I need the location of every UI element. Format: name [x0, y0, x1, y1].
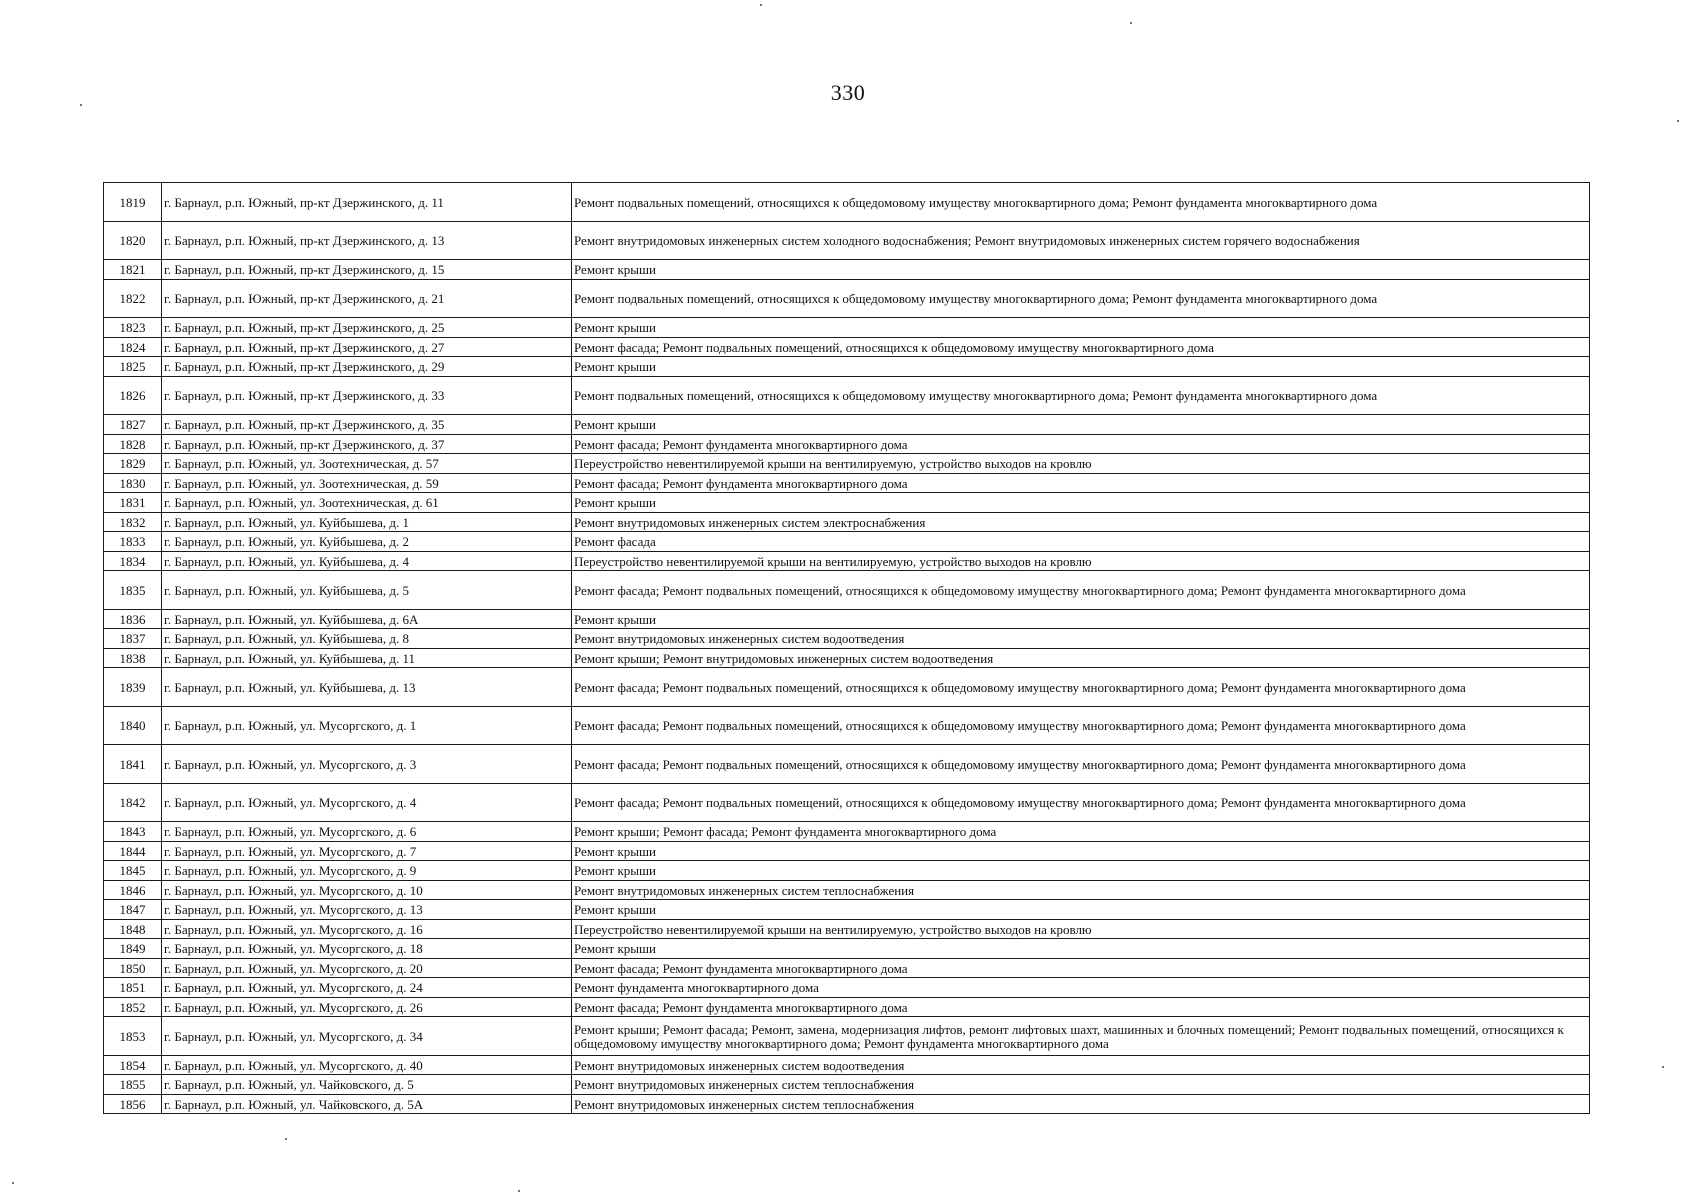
repair-works: Ремонт внутридомовых инженерных систем водоотведения [572, 1055, 1590, 1075]
table-row [104, 629, 1590, 649]
table-row [104, 1094, 1590, 1114]
row-number: 1844 [104, 841, 162, 861]
house-address: г. Барнаул, р.п. Южный, пр-кт Дзержинского, д. 15 [162, 260, 572, 280]
house-address: г. Барнаул, р.п. Южный, ул. Мусоргского, д. 6 [162, 822, 572, 842]
table-row [104, 376, 1590, 415]
repair-works: Ремонт крыши [572, 900, 1590, 920]
house-address: г. Барнаул, р.п. Южный, ул. Мусоргского, д. 34 [162, 1017, 572, 1056]
house-address: г. Барнаул, р.п. Южный, ул. Зоотехническая, д. 57 [162, 454, 572, 474]
repair-works: Ремонт крыши [572, 939, 1590, 959]
house-address: г. Барнаул, р.п. Южный, пр-кт Дзержинского, д. 21 [162, 279, 572, 318]
row-number: 1822 [104, 279, 162, 318]
table-row [104, 571, 1590, 610]
repair-works: Ремонт фасада; Ремонт подвальных помещений, относящихся к общедомовому имуществу многоквартирного дома; Ремонт фундамента многоквартирного дома [572, 783, 1590, 822]
table-row [104, 958, 1590, 978]
table-row [104, 841, 1590, 861]
row-number: 1832 [104, 512, 162, 532]
table-row [104, 745, 1590, 784]
table-row [104, 609, 1590, 629]
table-row [104, 1055, 1590, 1075]
row-number: 1830 [104, 473, 162, 493]
row-number: 1845 [104, 861, 162, 881]
house-address: г. Барнаул, р.п. Южный, ул. Куйбышева, д. 1 [162, 512, 572, 532]
house-address: г. Барнаул, р.п. Южный, пр-кт Дзержинского, д. 25 [162, 318, 572, 338]
house-address: г. Барнаул, р.п. Южный, ул. Зоотехническая, д. 61 [162, 493, 572, 513]
row-number: 1833 [104, 532, 162, 552]
row-number: 1837 [104, 629, 162, 649]
row-number: 1854 [104, 1055, 162, 1075]
house-address: г. Барнаул, р.п. Южный, пр-кт Дзержинского, д. 33 [162, 376, 572, 415]
repair-works: Ремонт фасада; Ремонт подвальных помещений, относящихся к общедомовому имуществу многоквартирного дома; Ремонт фундамента многоквартирного дома [572, 745, 1590, 784]
repair-works: Ремонт крыши [572, 415, 1590, 435]
scan-speck [1662, 1066, 1664, 1068]
row-number: 1847 [104, 900, 162, 920]
house-address: г. Барнаул, р.п. Южный, ул. Мусоргского, д. 10 [162, 880, 572, 900]
house-address: г. Барнаул, р.п. Южный, пр-кт Дзержинского, д. 37 [162, 434, 572, 454]
house-address: г. Барнаул, р.п. Южный, ул. Мусоргского, д. 40 [162, 1055, 572, 1075]
house-address: г. Барнаул, р.п. Южный, ул. Мусоргского, д. 1 [162, 706, 572, 745]
table-row [104, 415, 1590, 435]
repair-works: Переустройство невентилируемой крыши на вентилируемую, устройство выходов на кровлю [572, 551, 1590, 571]
repair-works: Ремонт внутридомовых инженерных систем электроснабжения [572, 512, 1590, 532]
table-row [104, 532, 1590, 552]
repair-works: Ремонт фасада; Ремонт подвальных помещений, относящихся к общедомовому имуществу многоквартирного дома; Ремонт фундамента многоквартирного дома [572, 706, 1590, 745]
row-number: 1824 [104, 337, 162, 357]
repair-works: Ремонт фасада; Ремонт подвальных помещений, относящихся к общедомовому имуществу многоквартирного дома; Ремонт фундамента многоквартирного дома [572, 668, 1590, 707]
row-number: 1855 [104, 1075, 162, 1095]
table-row [104, 997, 1590, 1017]
repair-works: Ремонт подвальных помещений, относящихся к общедомовому имуществу многоквартирного дома; Ремонт фундамента многоквартирного дома [572, 183, 1590, 222]
table-row [104, 978, 1590, 998]
house-address: г. Барнаул, р.п. Южный, ул. Мусоргского, д. 13 [162, 900, 572, 920]
table-row [104, 473, 1590, 493]
house-address: г. Барнаул, р.п. Южный, пр-кт Дзержинского, д. 27 [162, 337, 572, 357]
row-number: 1821 [104, 260, 162, 280]
scan-speck [1130, 22, 1132, 24]
row-number: 1840 [104, 706, 162, 745]
table-row [104, 434, 1590, 454]
table-row [104, 512, 1590, 532]
scan-speck [12, 1182, 14, 1184]
repair-works: Ремонт внутридомовых инженерных систем теплоснабжения [572, 1075, 1590, 1095]
house-address: г. Барнаул, р.п. Южный, ул. Мусоргского, д. 24 [162, 978, 572, 998]
repair-works: Ремонт крыши [572, 861, 1590, 881]
table-row [104, 648, 1590, 668]
scan-speck [1677, 120, 1679, 122]
house-address: г. Барнаул, р.п. Южный, ул. Мусоргского, д. 4 [162, 783, 572, 822]
house-address: г. Барнаул, р.п. Южный, ул. Куйбышева, д. 5 [162, 571, 572, 610]
table-row [104, 900, 1590, 920]
table-row [104, 493, 1590, 513]
table-row [104, 337, 1590, 357]
table-row [104, 1017, 1590, 1056]
repair-works: Ремонт фасада; Ремонт подвальных помещений, относящихся к общедомовому имуществу многоквартирного дома; Ремонт фундамента многоквартирного дома [572, 571, 1590, 610]
repair-works: Ремонт фундамента многоквартирного дома [572, 978, 1590, 998]
table-row [104, 279, 1590, 318]
table-row [104, 221, 1590, 260]
repair-works: Ремонт внутридомовых инженерных систем теплоснабжения [572, 1094, 1590, 1114]
row-number: 1849 [104, 939, 162, 959]
house-address: г. Барнаул, р.п. Южный, ул. Мусоргского, д. 20 [162, 958, 572, 978]
row-number: 1850 [104, 958, 162, 978]
scan-speck [760, 4, 762, 6]
table-row [104, 183, 1590, 222]
row-number: 1836 [104, 609, 162, 629]
repair-works: Ремонт фасада; Ремонт фундамента многоквартирного дома [572, 434, 1590, 454]
scan-speck [285, 1138, 287, 1140]
table-row [104, 318, 1590, 338]
house-address: г. Барнаул, р.п. Южный, ул. Чайковского, д. 5А [162, 1094, 572, 1114]
house-address: г. Барнаул, р.п. Южный, пр-кт Дзержинского, д. 13 [162, 221, 572, 260]
house-address: г. Барнаул, р.п. Южный, ул. Мусоргского, д. 16 [162, 919, 572, 939]
house-address: г. Барнаул, р.п. Южный, ул. Мусоргского, д. 9 [162, 861, 572, 881]
table-row [104, 880, 1590, 900]
row-number: 1851 [104, 978, 162, 998]
house-address: г. Барнаул, р.п. Южный, пр-кт Дзержинского, д. 11 [162, 183, 572, 222]
repair-works: Ремонт крыши; Ремонт внутридомовых инженерных систем водоотведения [572, 648, 1590, 668]
house-address: г. Барнаул, р.п. Южный, ул. Куйбышева, д. 4 [162, 551, 572, 571]
house-address: г. Барнаул, р.п. Южный, ул. Мусоргского, д. 18 [162, 939, 572, 959]
table-row [104, 939, 1590, 959]
repair-works: Ремонт фасада; Ремонт подвальных помещений, относящихся к общедомовому имуществу многоквартирного дома [572, 337, 1590, 357]
table-row [104, 454, 1590, 474]
table-row [104, 551, 1590, 571]
repair-works: Ремонт фасада; Ремонт фундамента многоквартирного дома [572, 997, 1590, 1017]
row-number: 1825 [104, 357, 162, 377]
repair-works: Ремонт крыши [572, 318, 1590, 338]
row-number: 1829 [104, 454, 162, 474]
table-row [104, 783, 1590, 822]
table-row [104, 822, 1590, 842]
house-address: г. Барнаул, р.п. Южный, ул. Куйбышева, д. 2 [162, 532, 572, 552]
row-number: 1823 [104, 318, 162, 338]
house-address: г. Барнаул, р.п. Южный, пр-кт Дзержинского, д. 29 [162, 357, 572, 377]
row-number: 1835 [104, 571, 162, 610]
table-row [104, 706, 1590, 745]
row-number: 1828 [104, 434, 162, 454]
repair-works: Ремонт внутридомовых инженерных систем холодного водоснабжения; Ремонт внутридомовых инженерных систем горячего водоснабжения [572, 221, 1590, 260]
repair-works: Ремонт крыши [572, 357, 1590, 377]
row-number: 1852 [104, 997, 162, 1017]
repair-works: Переустройство невентилируемой крыши на вентилируемую, устройство выходов на кровлю [572, 454, 1590, 474]
repair-works: Ремонт крыши; Ремонт фасада; Ремонт, замена, модернизация лифтов, ремонт лифтовых шахт, машинных и блочных помещений; Ремонт подвальных помещений, относящихся к общедомовому имуществу многоквартирного дома; Ремонт фундамента многоквартирного дома [572, 1017, 1590, 1056]
row-number: 1856 [104, 1094, 162, 1114]
house-address: г. Барнаул, р.п. Южный, ул. Куйбышева, д. 13 [162, 668, 572, 707]
repair-works: Ремонт фасада [572, 532, 1590, 552]
repair-works: Ремонт крыши [572, 260, 1590, 280]
repair-works: Ремонт фасада; Ремонт фундамента многоквартирного дома [572, 958, 1590, 978]
house-address: г. Барнаул, р.п. Южный, ул. Куйбышева, д. 6А [162, 609, 572, 629]
table-row [104, 919, 1590, 939]
row-number: 1834 [104, 551, 162, 571]
row-number: 1853 [104, 1017, 162, 1056]
house-address: г. Барнаул, р.п. Южный, ул. Куйбышева, д. 8 [162, 629, 572, 649]
repair-works: Ремонт крыши; Ремонт фасада; Ремонт фундамента многоквартирного дома [572, 822, 1590, 842]
row-number: 1848 [104, 919, 162, 939]
row-number: 1842 [104, 783, 162, 822]
row-number: 1838 [104, 648, 162, 668]
house-address: г. Барнаул, р.п. Южный, ул. Зоотехническая, д. 59 [162, 473, 572, 493]
house-address: г. Барнаул, р.п. Южный, ул. Чайковского, д. 5 [162, 1075, 572, 1095]
row-number: 1820 [104, 221, 162, 260]
table-row [104, 357, 1590, 377]
repair-works: Ремонт фасада; Ремонт фундамента многоквартирного дома [572, 473, 1590, 493]
repair-works: Ремонт подвальных помещений, относящихся к общедомовому имуществу многоквартирного дома; Ремонт фундамента многоквартирного дома [572, 376, 1590, 415]
house-address: г. Барнаул, р.п. Южный, ул. Мусоргского, д. 7 [162, 841, 572, 861]
row-number: 1827 [104, 415, 162, 435]
table-body [104, 183, 1590, 1114]
table-row [104, 668, 1590, 707]
repair-works: Ремонт крыши [572, 609, 1590, 629]
repair-works: Ремонт крыши [572, 493, 1590, 513]
scan-speck [80, 104, 82, 106]
repair-works-table [103, 182, 1590, 1114]
row-number: 1839 [104, 668, 162, 707]
row-number: 1843 [104, 822, 162, 842]
house-address: г. Барнаул, р.п. Южный, пр-кт Дзержинского, д. 35 [162, 415, 572, 435]
repair-works: Ремонт подвальных помещений, относящихся к общедомовому имуществу многоквартирного дома; Ремонт фундамента многоквартирного дома [572, 279, 1590, 318]
row-number: 1826 [104, 376, 162, 415]
repair-works: Ремонт внутридомовых инженерных систем водоотведения [572, 629, 1590, 649]
repair-works: Переустройство невентилируемой крыши на вентилируемую, устройство выходов на кровлю [572, 919, 1590, 939]
row-number: 1819 [104, 183, 162, 222]
scan-speck [518, 1190, 520, 1192]
repair-works: Ремонт крыши [572, 841, 1590, 861]
house-address: г. Барнаул, р.п. Южный, ул. Куйбышева, д. 11 [162, 648, 572, 668]
row-number: 1841 [104, 745, 162, 784]
page-number: 330 [830, 80, 866, 105]
row-number: 1831 [104, 493, 162, 513]
house-address: г. Барнаул, р.п. Южный, ул. Мусоргского, д. 3 [162, 745, 572, 784]
house-address: г. Барнаул, р.п. Южный, ул. Мусоргского, д. 26 [162, 997, 572, 1017]
table-row [104, 260, 1590, 280]
repair-works: Ремонт внутридомовых инженерных систем теплоснабжения [572, 880, 1590, 900]
table-row [104, 1075, 1590, 1095]
table-row [104, 861, 1590, 881]
row-number: 1846 [104, 880, 162, 900]
